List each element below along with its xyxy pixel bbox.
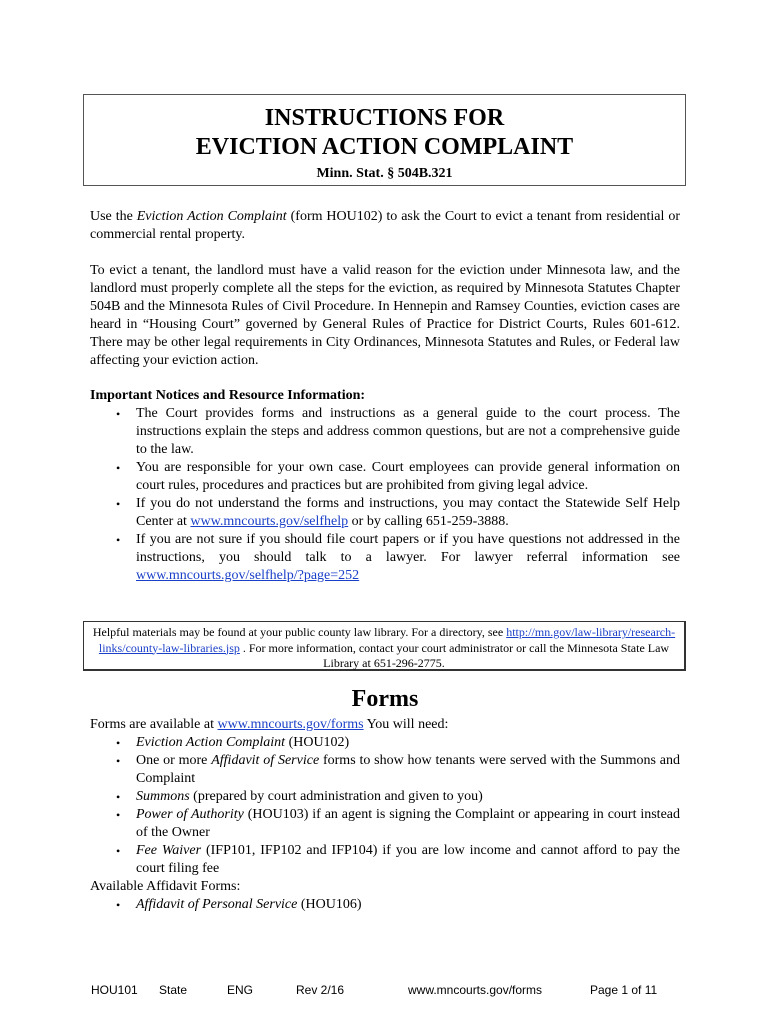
form-name: Affidavit of Service bbox=[211, 753, 320, 768]
form-desc: (HOU103) if an agent is signing the Complaint or appearing in court instead of the Owner bbox=[136, 807, 680, 840]
form-desc: (IFP101, IFP102 and IFP104) if you are low income and cannot afford to pay the court filing fee bbox=[136, 843, 681, 876]
list-item bbox=[90, 459, 680, 495]
form-name: Eviction Action Complaint bbox=[136, 735, 286, 750]
law-library-link[interactable]: http://mn.gov/law-library/research-links/county-law-libraries.jsp bbox=[98, 625, 676, 655]
form-desc: One or more bbox=[136, 753, 212, 768]
list-item bbox=[90, 842, 680, 878]
bullet-icon: • bbox=[116, 736, 121, 750]
notices-list bbox=[90, 405, 680, 585]
intro-paragraph-1 bbox=[90, 208, 680, 244]
notice-text: If you are not sure if you should file court papers or if you have questions not addressed in the instructions, you should talk to a lawyer. For lawyer referral information see bbox=[136, 532, 680, 565]
bullet-icon: • bbox=[116, 790, 121, 804]
form-name: Power of Authority bbox=[136, 807, 244, 822]
intro-text: Use the bbox=[90, 209, 137, 224]
bullet-icon: • bbox=[116, 898, 121, 912]
form-name: Summons bbox=[136, 789, 190, 804]
forms-heading: Forms bbox=[351, 686, 419, 712]
footer-language: ENG bbox=[227, 983, 254, 997]
form-desc: (prepared by court administration and given to you) bbox=[189, 789, 483, 804]
notice-text: You are responsible for your own case. Court employees can provide general information on court rules, procedures and practices but are prohibited from giving legal advice. bbox=[136, 460, 680, 493]
forms-intro bbox=[90, 716, 680, 734]
lawyer-referral-link[interactable]: www.mncourts.gov/selfhelp/?page=252 bbox=[136, 568, 360, 583]
bullet-icon: • bbox=[116, 407, 121, 421]
notice-text: If you do not understand the forms and instructions, you may contact the Statewide Self Help Center at bbox=[136, 496, 680, 529]
footer-state: State bbox=[159, 983, 188, 997]
footer-page-number: Page 1 of 11 bbox=[590, 983, 658, 997]
list-item bbox=[90, 806, 680, 842]
list-item bbox=[90, 788, 680, 806]
form-name: Fee Waiver bbox=[136, 843, 202, 858]
intro-text-rest: (form HOU102) to ask the Court to evict a tenant from residential or commercial rental property. bbox=[90, 209, 680, 242]
selfhelp-link[interactable]: www.mncourts.gov/selfhelp bbox=[190, 514, 349, 529]
list-item bbox=[90, 405, 680, 459]
affidavit-forms-heading: Available Affidavit Forms: bbox=[90, 879, 241, 894]
list-item bbox=[90, 531, 680, 585]
form-desc-rest: forms to show how tenants were served with the Summons and Complaint bbox=[136, 753, 680, 786]
forms-intro-rest: You will need: bbox=[363, 717, 449, 732]
law-library-text: Helpful materials may be found at your public county law library. For a directory, see bbox=[92, 625, 507, 639]
law-library-box bbox=[83, 621, 686, 671]
forms-section bbox=[90, 716, 680, 914]
notice-text-rest: or by calling 651-259-3888. bbox=[348, 514, 509, 529]
page-title-line1: INSTRUCTIONS FOR bbox=[264, 105, 505, 131]
list-item bbox=[90, 896, 680, 914]
intro-form-name: Eviction Action Complaint bbox=[136, 209, 287, 224]
footer-form-code: HOU101 bbox=[91, 983, 138, 997]
law-library-text-rest: . For more information, contact your court administrator or call the Minnesota State Law Library at 651-296-2775. bbox=[239, 640, 670, 670]
page-footer bbox=[0, 983, 770, 999]
bullet-icon: • bbox=[116, 754, 121, 768]
form-name: Affidavit of Personal Service bbox=[136, 897, 298, 912]
bullet-icon: • bbox=[116, 533, 121, 547]
bullet-icon: • bbox=[116, 844, 121, 858]
forms-list bbox=[90, 734, 680, 878]
notice-text: The Court provides forms and instructions as a general guide to the court process. The instructions explain the steps and address common questions, but are not a comprehensive guide to the law. bbox=[136, 406, 680, 457]
forms-link[interactable]: www.mncourts.gov/forms bbox=[217, 717, 364, 732]
footer-revision: Rev 2/16 bbox=[296, 983, 345, 997]
statute-reference: Minn. Stat. § 504B.321 bbox=[316, 166, 453, 181]
footer-website: www.mncourts.gov/forms bbox=[408, 983, 543, 997]
form-desc: (HOU102) bbox=[285, 735, 350, 750]
page-title-line2: EVICTION ACTION COMPLAINT bbox=[195, 134, 574, 160]
bullet-icon: • bbox=[116, 808, 121, 822]
bullet-icon: • bbox=[116, 497, 121, 511]
forms-intro-text: Forms are available at bbox=[90, 717, 218, 732]
bullet-icon: • bbox=[116, 461, 121, 475]
notices-heading: Important Notices and Resource Information: bbox=[90, 388, 366, 403]
list-item bbox=[90, 495, 680, 531]
list-item bbox=[90, 752, 680, 788]
intro-paragraph-2: To evict a tenant, the landlord must have a valid reason for the eviction under Minnesota law, and the landlord must properly complete all the steps for the eviction, as required by Minnesota Statutes Chapter 504B and the Minnesota Rules of Civil Procedure. In Hennepin and Ramsey Counties, eviction cases are heard in “Housing Court” governed by General Rules of Practice for District Courts, Rules 601-612. There may be other legal requirements in City Ordinances, Minnesota Statutes and Rules, or Federal law affecting your eviction action. bbox=[90, 263, 680, 368]
affidavit-list bbox=[90, 896, 680, 914]
title-box bbox=[83, 94, 686, 186]
notices-section bbox=[90, 387, 680, 585]
list-item bbox=[90, 734, 680, 752]
form-desc: (HOU106) bbox=[297, 897, 362, 912]
